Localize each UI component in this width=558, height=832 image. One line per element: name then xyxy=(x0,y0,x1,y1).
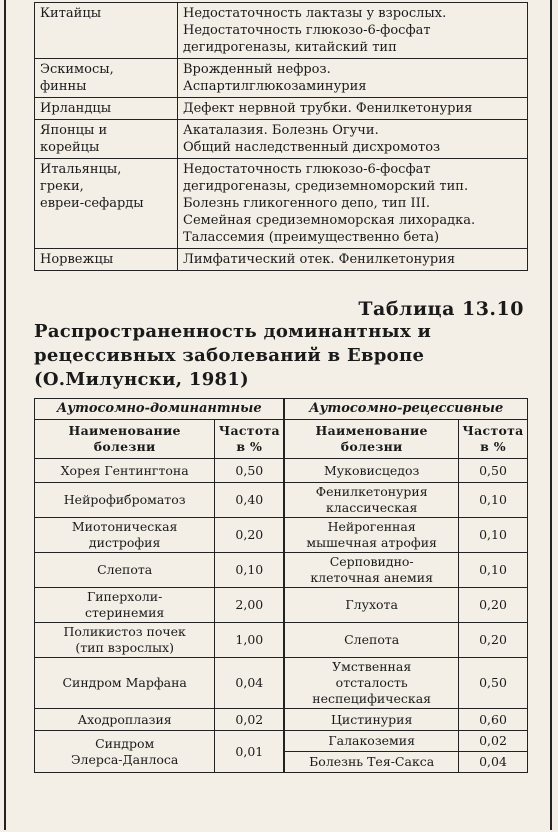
table-title: Распространенность доминантных и рецессивных заболеваний в Европе (О.Милунски, 1981) xyxy=(34,321,432,390)
dominant-frequency: 0,40 xyxy=(215,483,285,518)
recessive-frequency: 0,50 xyxy=(459,459,528,483)
section-dominant: Аутосомно-доминантные xyxy=(35,399,285,420)
dominant-frequency: 0,02 xyxy=(215,709,285,731)
recessive-disease-name: Слепота xyxy=(284,623,458,658)
dominant-frequency: 0,20 xyxy=(215,518,285,553)
ethnic-group-cell: Итальянцы, греки, евреи-сефарды xyxy=(35,159,178,249)
recessive-frequency: 0,10 xyxy=(459,553,528,588)
dominant-disease-name: Нейрофиброматоз xyxy=(35,483,215,518)
dominant-frequency: 0,50 xyxy=(215,459,285,483)
recessive-disease-name: Глухота xyxy=(284,588,458,623)
table-row xyxy=(35,518,528,553)
ethnic-group-cell: Норвежцы xyxy=(35,249,178,271)
dominant-frequency: 0,04 xyxy=(215,658,285,709)
header-rec-freq: Частота в % xyxy=(459,420,528,459)
dominant-frequency: 2,00 xyxy=(215,588,285,623)
recessive-disease-name: Цистинурия xyxy=(284,709,458,731)
header-dom-name: Наименование болезни xyxy=(35,420,215,459)
table-row xyxy=(35,731,528,752)
ethnic-disease-cell: Акаталазия. Болезнь Огучи. Общий наследственный дисхромотоз xyxy=(178,120,528,159)
table-row xyxy=(35,588,528,623)
table-row xyxy=(35,459,528,483)
table-row xyxy=(35,483,528,518)
dominant-disease-name: Хорея Гентингтона xyxy=(35,459,215,483)
table-number: Таблица 13.10 xyxy=(358,298,524,320)
recessive-disease-name: Болезнь Тея-Сакса xyxy=(284,752,458,773)
ethnic-disease-table xyxy=(34,2,528,271)
recessive-disease-name: Галакоземия xyxy=(284,731,458,752)
recessive-disease-name: Нейрогенная мышечная атрофия xyxy=(284,518,458,553)
ethnic-row xyxy=(35,98,528,120)
ethnic-disease-cell: Дефект нервной трубки. Фенилкетонурия xyxy=(178,98,528,120)
recessive-frequency: 0,10 xyxy=(459,518,528,553)
dominant-disease-name: Синдром Марфана xyxy=(35,658,215,709)
recessive-frequency: 0,02 xyxy=(459,731,528,752)
recessive-frequency: 0,04 xyxy=(459,752,528,773)
header-dom-freq: Частота в % xyxy=(215,420,285,459)
ethnic-row xyxy=(35,159,528,249)
recessive-frequency: 0,60 xyxy=(459,709,528,731)
ethnic-disease-cell: Недостаточность глюкозо-6-фосфат дегидрогеназы, средиземноморский тип. Болезнь гликогенного депо, тип III. Семейная средиземноморская лихорадка. Талассемия (преимущественно бета) xyxy=(178,159,528,249)
ethnic-group-cell: Китайцы xyxy=(35,3,178,59)
dominant-frequency: 0,10 xyxy=(215,553,285,588)
ethnic-row xyxy=(35,59,528,98)
recessive-frequency: 0,20 xyxy=(459,623,528,658)
ethnic-row xyxy=(35,249,528,271)
ethnic-disease-cell: Врожденный нефроз. Аспартилглюкозаминурия xyxy=(178,59,528,98)
ethnic-disease-cell: Лимфатический отек. Фенилкетонурия xyxy=(178,249,528,271)
header-rec-name: Наименование болезни xyxy=(284,420,458,459)
dominant-frequency: 1,00 xyxy=(215,623,285,658)
dominant-frequency: 0,01 xyxy=(215,731,285,773)
dominant-disease-name: Аходроплазия xyxy=(35,709,215,731)
recessive-disease-name: Муковисцедоз xyxy=(284,459,458,483)
dominant-disease-name: Гиперхоли- стеринемия xyxy=(35,588,215,623)
recessive-frequency: 0,50 xyxy=(459,658,528,709)
ethnic-row xyxy=(35,3,528,59)
table-row xyxy=(35,709,528,731)
table-row xyxy=(35,553,528,588)
dominant-disease-name: Синдром Элерса-Данлоса xyxy=(35,731,215,773)
ethnic-group-cell: Ирландцы xyxy=(35,98,178,120)
recessive-frequency: 0,10 xyxy=(459,483,528,518)
table-row xyxy=(35,658,528,709)
ethnic-disease-cell: Недостаточность лактазы у взрослых. Недостаточность глюкозо-6-фосфат дегидрогеназы, китайский тип xyxy=(178,3,528,59)
recessive-disease-name: Серповидно- клеточная анемия xyxy=(284,553,458,588)
dominant-disease-name: Поликистоз почек (тип взрослых) xyxy=(35,623,215,658)
recessive-disease-name: Умственная отсталость неспецифическая xyxy=(284,658,458,709)
prevalence-table xyxy=(34,398,528,773)
dominant-disease-name: Слепота xyxy=(35,553,215,588)
section-recessive: Аутосомно-рецессивные xyxy=(284,399,527,420)
ethnic-group-cell: Эскимосы, финны xyxy=(35,59,178,98)
table-row xyxy=(35,623,528,658)
ethnic-row xyxy=(35,120,528,159)
ethnic-group-cell: Японцы и корейцы xyxy=(35,120,178,159)
recessive-frequency: 0,20 xyxy=(459,588,528,623)
recessive-disease-name: Фенилкетонурия классическая xyxy=(284,483,458,518)
dominant-disease-name: Миотоническая дистрофия xyxy=(35,518,215,553)
